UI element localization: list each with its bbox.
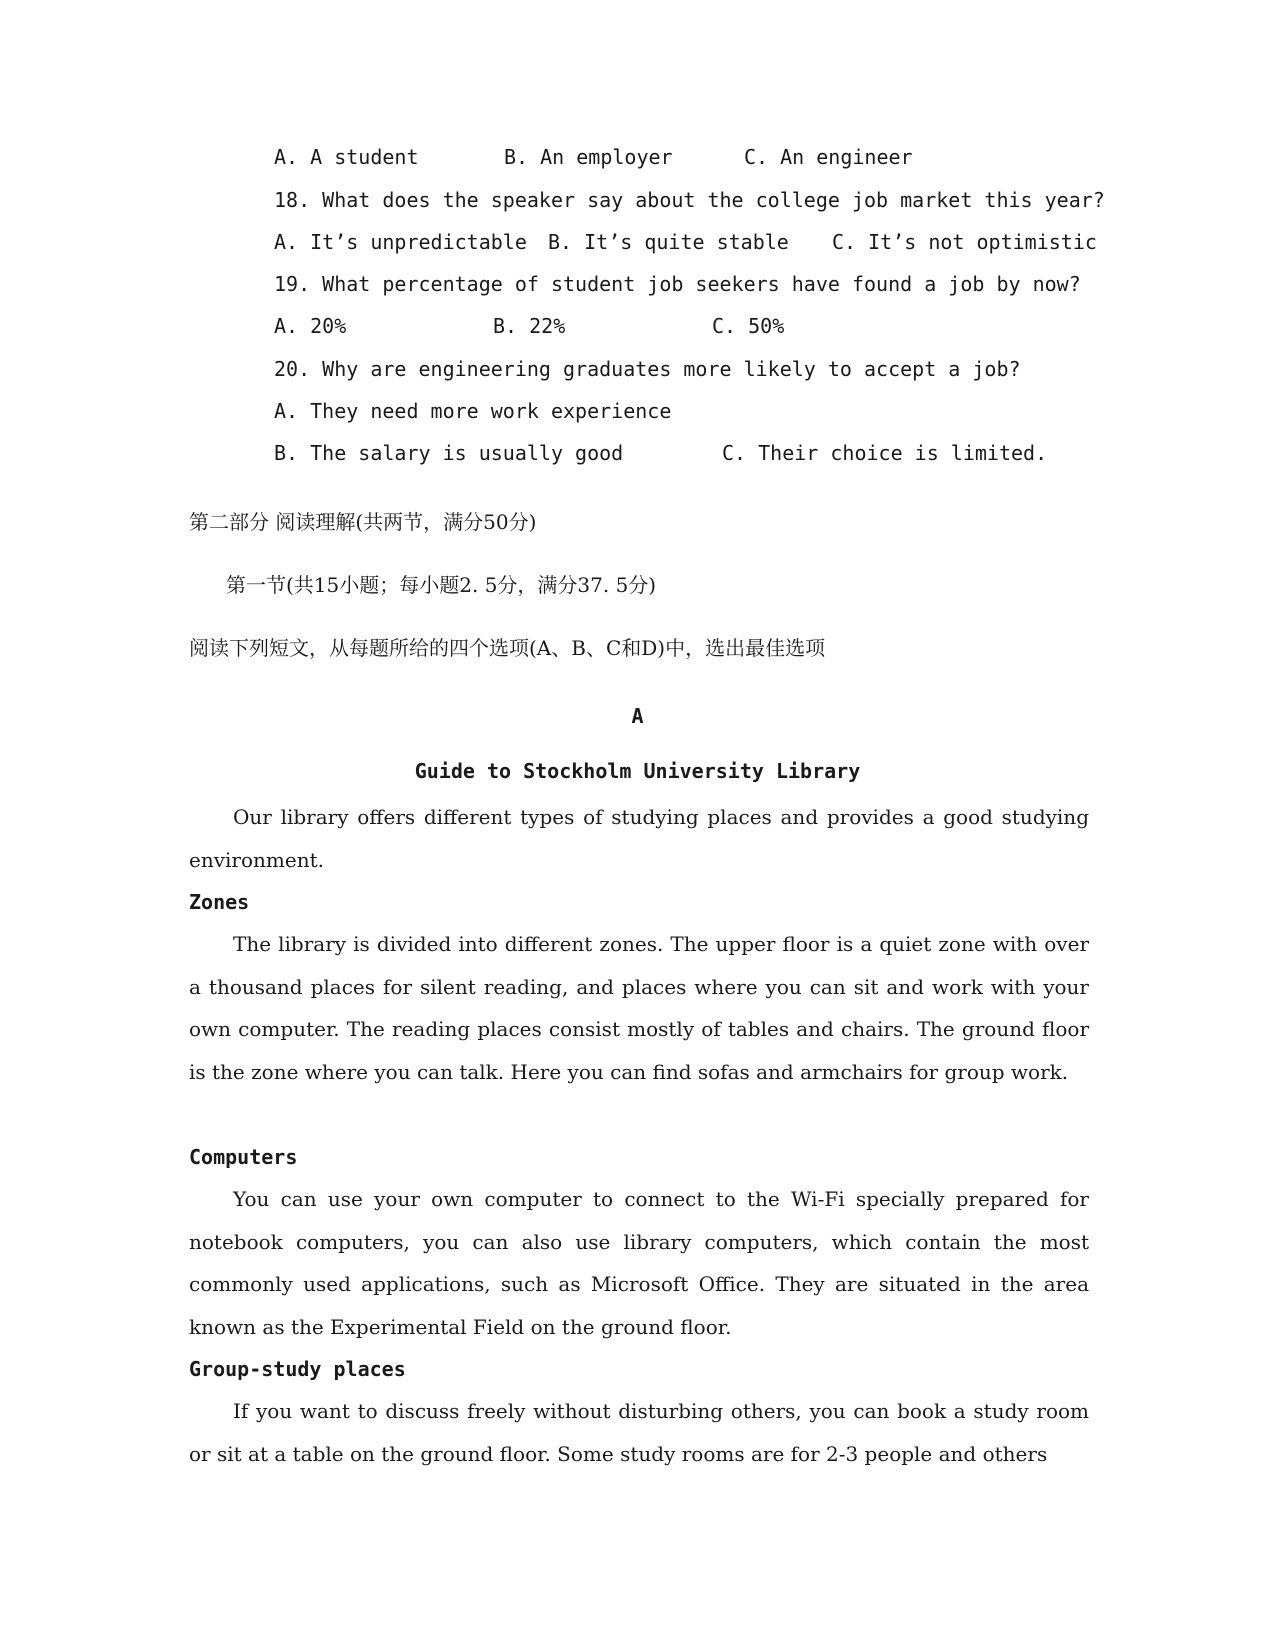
computers-heading: Computers (189, 1145, 298, 1169)
zones-paragraph: The library is divided into different zones. The upper floor is a quiet zone with over a thousand places for silent reading, and places where you can sit and work with your own computer. The reading places consist mostly of tables and chairs. The ground floor is the zone where you can talk. Here you can find sofas and armchairs for group work. (189, 932, 1089, 1084)
passage-title: Guide to Stockholm University Library (414, 759, 861, 783)
q20-option-b: B. The salary is usually good (274, 441, 624, 465)
q18-question: 18. What does the speaker say about the college job market this year? (274, 188, 1105, 212)
q20-option-a: A. They need more work experience (274, 399, 672, 423)
passage-label: A (631, 704, 644, 728)
q19-question: 19. What percentage of student job seekers have found a job by now? (274, 272, 1081, 296)
computers-paragraph: You can use your own computer to connect to the Wi-Fi specially prepared for notebook computers, you can also use library computers, which contain the most commonly used applications, such as Microsoft Office. They are situated in the area known as the Experimental Field on the ground floor. (189, 1187, 1089, 1339)
q19-option-a: A. 20% (274, 314, 347, 338)
q17-option-a: A. A student (274, 145, 419, 169)
reading-instruction: 阅读下列短文，从每题所给的四个选项(A、B、C和D)中，选出最佳选项 (189, 636, 826, 660)
zones-heading: Zones (189, 890, 250, 914)
q18-option-c: C. It’s not optimistic (832, 230, 1097, 254)
q19-option-c: C. 50% (712, 314, 785, 338)
q17-option-c: C. An engineer (744, 145, 913, 169)
group-study-paragraph: If you want to discuss freely without disturbing others, you can book a study room or sit at a table on the ground floor. Some study rooms are for 2-3 people and others (189, 1399, 1089, 1466)
q20-question: 20. Why are engineering graduates more likely to accept a job? (274, 357, 1021, 381)
group-study-heading: Group-study places (189, 1357, 406, 1381)
q20-option-c: C. Their choice is limited. (722, 441, 1048, 465)
section-one-title: 第一节(共15小题；每小题2. 5分，满分37. 5分) (226, 573, 657, 597)
q17-option-b: B. An employer (504, 145, 673, 169)
q19-option-b: B. 22% (493, 314, 566, 338)
q18-option-b: B. It’s quite stable (548, 230, 789, 254)
q18-option-a: A. It’s unpredictable (274, 230, 527, 254)
passage-intro: Our library offers different types of studying places and provides a good studying environment. (189, 805, 1089, 872)
part-two-title: 第二部分 阅读理解(共两节，满分50分) (189, 510, 537, 534)
